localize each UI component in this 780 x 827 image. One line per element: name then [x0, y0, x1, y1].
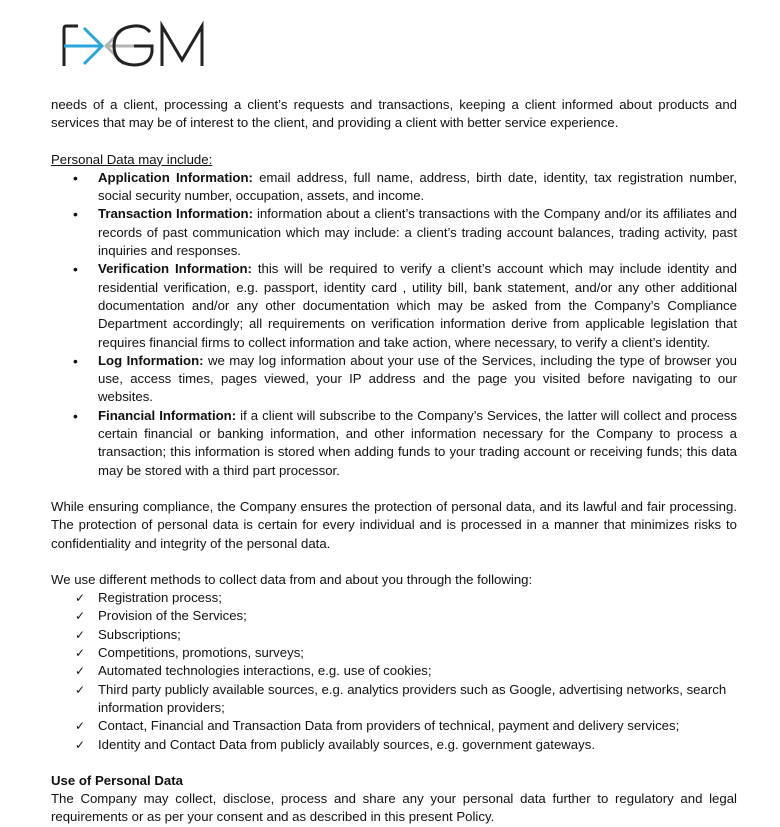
item-text: Registration process; [98, 590, 222, 606]
fxgm-logo [62, 20, 222, 70]
list-item [51, 589, 737, 607]
item-text: Provision of the Services; [98, 608, 247, 624]
list-item [51, 626, 737, 644]
bullet-icon: • [73, 352, 78, 369]
bullet-icon: • [73, 169, 78, 186]
item-label: Financial Information: [98, 407, 237, 423]
bullet-icon: • [73, 206, 78, 223]
list-item [51, 662, 737, 680]
item-text: Third party publicly available sources, e.g. analytics providers such as Google, advertising networks, search information providers; [98, 681, 727, 715]
checkmark-icon: ✓ [75, 646, 86, 661]
bullet-icon: • [73, 407, 78, 424]
list-item [51, 607, 737, 625]
item-label: Log Information: [98, 352, 204, 368]
checkmark-icon: ✓ [75, 682, 86, 697]
use-paragraph: The Company may collect, disclose, process and share any your personal data further to regulatory and legal requirements or as per your consent and as described in this present Policy. [51, 791, 737, 825]
item-text: if a client will subscribe to the Company’s Services, the latter will collect and process certain financial or banking information, and other information necessary for the Company to process a transaction; this information is stored when adding funds to your trading account or receiving funds; this data may be stored with a third part processor. [98, 407, 737, 478]
list-item [51, 352, 737, 407]
list-item [51, 717, 737, 735]
list-item [51, 681, 737, 718]
methods-intro: We use different methods to collect data from and about you through the following: [51, 571, 533, 587]
use-heading: Use of Personal Data [51, 772, 183, 788]
item-text: Competitions, promotions, surveys; [98, 645, 304, 661]
item-text: Subscriptions; [98, 626, 181, 642]
fxgm-logo-icon [62, 20, 222, 70]
list-item [51, 169, 737, 206]
checkmark-icon: ✓ [75, 719, 86, 734]
item-text: information about a client’s transactions with the Company and/or its affiliates and records of past communication which may include: a client’s trading account balances, trading activity, past inquiries and responses. [98, 206, 737, 259]
personal-data-heading: Personal Data may include: [51, 151, 213, 167]
checkmark-icon: ✓ [75, 609, 86, 624]
list-item [51, 644, 737, 662]
compliance-paragraph: While ensuring compliance, the Company ensures the protection of personal data, and its lawful and fair processing. The protection of personal data is certain for every individual and is processed in a manner that minimizes risks to confidentiality and integrity of the personal data. [51, 498, 737, 551]
item-text: this will be required to verify a client’s account which may include identity and residential verification, e.g. passport, identity card , utility bill, bank statement, and/or any other additional documentation and/or any other documentation which may be asked from the Company’s Compliance Department accordingly; all requirements on verification information derive from applicable legislation that requires financial firms to collect information and take action, where necessary, to verify a client’s identity. [98, 261, 737, 350]
list-item [51, 260, 737, 351]
item-label: Transaction Information: [98, 206, 253, 222]
bullet-icon: • [73, 261, 78, 278]
checkmark-icon: ✓ [75, 737, 86, 752]
item-text: Automated technologies interactions, e.g. use of cookies; [98, 663, 432, 679]
personal-data-list [51, 169, 737, 480]
methods-list [51, 589, 737, 754]
item-label: Application Information: [98, 169, 253, 185]
checkmark-icon: ✓ [75, 627, 86, 642]
list-item [51, 407, 737, 480]
checkmark-icon: ✓ [75, 591, 86, 606]
item-text: Contact, Financial and Transaction Data from providers of technical, payment and delivery services; [98, 718, 680, 734]
item-text: email address, full name, address, birth date, identity, tax registration number, social security number, occupation, assets, and income. [98, 169, 737, 204]
list-item [51, 736, 737, 754]
item-label: Verification Information: [98, 261, 252, 277]
item-text: Identity and Contact Data from publicly availably sources, e.g. government gateways. [98, 736, 595, 752]
checkmark-icon: ✓ [75, 664, 86, 679]
item-text: we may log information about your use of the Services, including the type of browser you use, access times, pages viewed, your IP address and the page you visited before navigating to our websites. [98, 352, 737, 405]
document-page [51, 96, 737, 827]
intro-paragraph: needs of a client, processing a client’s requests and transactions, keeping a client informed about products and services that may be of interest to the client, and providing a client with better service experience. [51, 97, 737, 131]
list-item [51, 205, 737, 260]
